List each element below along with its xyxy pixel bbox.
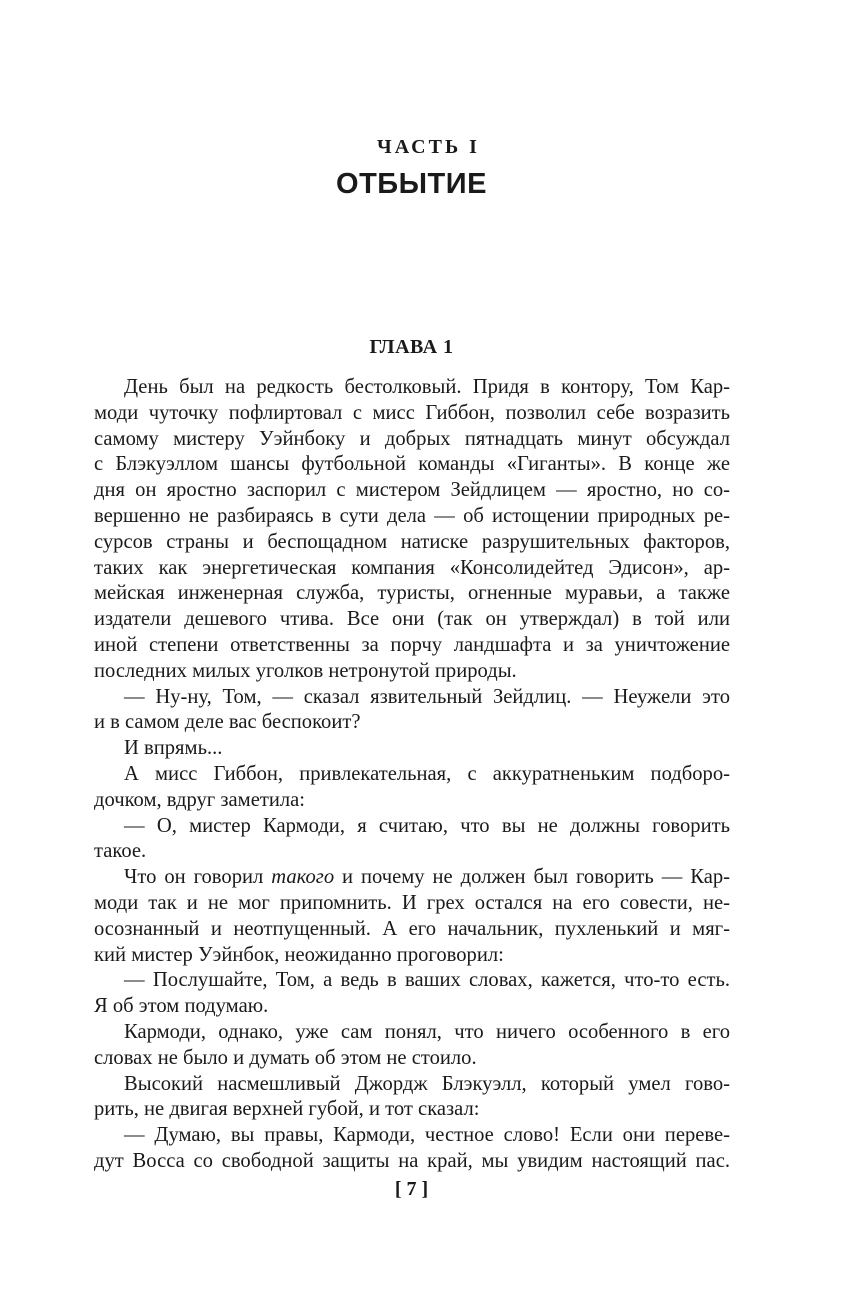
text-line: дня он яростно заспорил с мистером Зейдлицем — яростно, но со- xyxy=(94,479,730,502)
text-line: мейская инженерная служба, туристы, огненные муравьи, а также xyxy=(94,582,730,605)
part-label: ЧАСТЬ I xyxy=(377,136,480,158)
text-line: вершенно не разбираясь в сути дела — об истощении природных ре- xyxy=(94,504,730,527)
text-segment: Что он говорил xyxy=(124,866,272,889)
text-line: сурсов страны и беспощадном натиске разрушительных факторов, xyxy=(94,530,730,553)
text-line: осознанный и неотпущенный. А его начальник, пухленький и мяг- xyxy=(94,917,730,940)
text-line: рить, не двигая верхней губой, и тот сказал: xyxy=(94,1098,480,1121)
text-line: дут Восса со свободной защиты на край, мы увидим настоящий пас. xyxy=(94,1149,730,1172)
chapter-title: ГЛАВА 1 xyxy=(369,336,454,358)
text-line: — Думаю, вы правы, Кармоди, честное слово! Если они переве- xyxy=(124,1124,730,1147)
text-line: Я об этом подумаю. xyxy=(94,995,269,1018)
text-line: самому мистеру Уэйнбоку и добрых пятнадцать минут обсуждал xyxy=(94,427,730,450)
italic-word: такого xyxy=(271,866,335,889)
text-line: — Ну-ну, Том, — сказал язвительный Зейдлиц. — Неужели это xyxy=(124,685,730,708)
text-line: Высокий насмешливый Джордж Блэкуэлл, который умел гово- xyxy=(124,1072,730,1095)
text-line: И впрямь... xyxy=(124,737,223,760)
text-line: кий мистер Уэйнбок, неожиданно проговорил: xyxy=(94,943,504,966)
text-line: словах не было и думать об этом не стоило. xyxy=(94,1046,477,1069)
text-line: последних милых уголков нетронутой природы. xyxy=(94,659,517,682)
text-line: таких как энергетическая компания «Консолидейтед Эдисон», ар- xyxy=(94,556,730,579)
text-segment: и почему не должен был говорить — Кар- xyxy=(334,866,730,889)
text-line: и в самом деле вас беспокоит? xyxy=(94,711,361,734)
page-number: [ 7 ] xyxy=(394,1178,429,1200)
text-line: — Послушайте, Том, а ведь в ваших словах, кажется, что-то есть. xyxy=(124,969,730,992)
chapter-text xyxy=(94,375,730,1175)
text-line: издатели дешевого чтива. Все они (так он утверждал) в той или xyxy=(94,608,730,631)
text-line: — О, мистер Кармоди, я считаю, что вы не должны говорить xyxy=(124,814,730,837)
text-line: А мисс Гиббон, привлекательная, с аккуратненьким подборо- xyxy=(124,762,730,785)
part-title: ОТБЫТИЕ xyxy=(336,168,487,200)
text-line: моди чуточку пофлиртовал с мисс Гиббон, позволил себе возразить xyxy=(94,401,730,424)
text-line: дочком, вдруг заметила: xyxy=(94,788,306,811)
text-line: Кармоди, однако, уже сам понял, что ничего особенного в его xyxy=(124,1020,730,1043)
text-line xyxy=(94,865,730,891)
text-line: моди так и не мог припомнить. И грех остался на его совести, не- xyxy=(94,891,730,914)
text-line: иной степени ответственны за порчу ландшафта и за уничтожение xyxy=(94,633,730,656)
text-line: День был на редкость бестолковый. Придя в контору, Том Кар- xyxy=(124,376,730,398)
text-line: с Блэкуэллом шансы футбольной команды «Гиганты». В конце же xyxy=(94,453,730,476)
text-line: такое. xyxy=(94,840,147,863)
